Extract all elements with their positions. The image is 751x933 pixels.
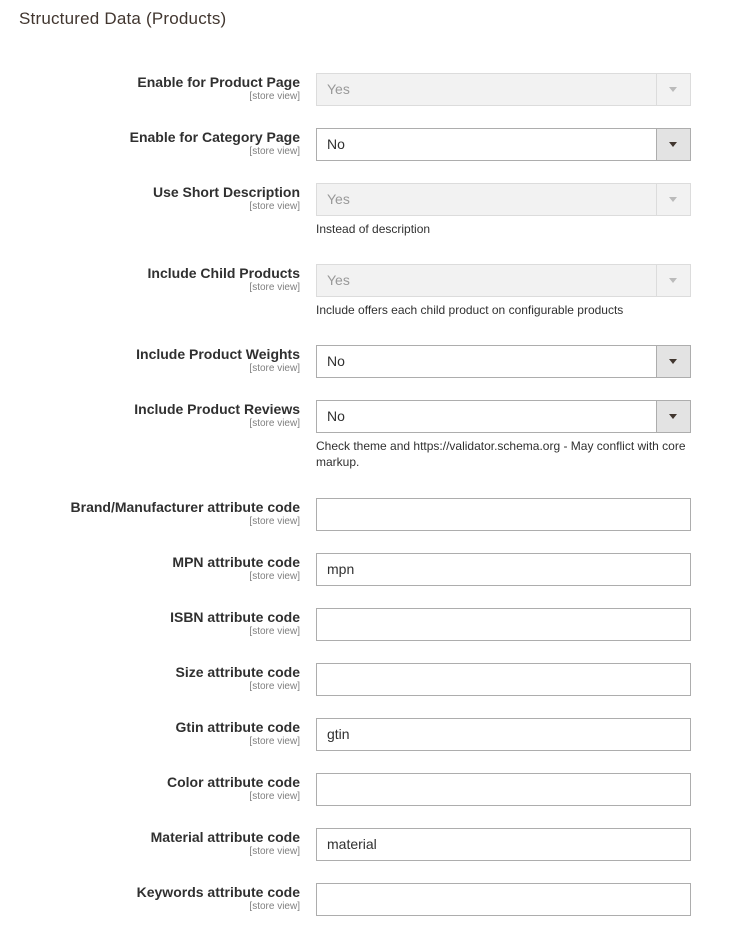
field-label-text: Include Product Reviews bbox=[134, 401, 300, 417]
select-value: Yes bbox=[327, 272, 350, 288]
field-label-text: Material attribute code bbox=[150, 829, 300, 845]
select-value: No bbox=[327, 136, 345, 152]
field-scope: [store view] bbox=[249, 201, 300, 212]
field-scope: [store view] bbox=[249, 516, 300, 527]
input-value: mpn bbox=[327, 561, 355, 577]
field-label-text: Brand/Manufacturer attribute code bbox=[70, 499, 300, 515]
field-scope: [store view] bbox=[249, 146, 300, 157]
field-label bbox=[176, 719, 300, 748]
field-label bbox=[170, 609, 300, 638]
size-attribute-code-input[interactable] bbox=[316, 663, 691, 696]
field-label bbox=[167, 774, 300, 803]
color-attribute-code-input[interactable] bbox=[316, 773, 691, 806]
field-scope: [store view] bbox=[249, 626, 300, 637]
input-value: material bbox=[327, 836, 377, 852]
chevron-down-icon[interactable] bbox=[656, 401, 690, 432]
field-scope: [store view] bbox=[249, 681, 300, 692]
field-label bbox=[136, 346, 300, 375]
field-scope: [store view] bbox=[249, 282, 300, 293]
field-note: Include offers each child product on configurable products bbox=[316, 303, 624, 317]
field-note: Check theme and https://validator.schema.org - May conflict with core markup. bbox=[316, 439, 686, 469]
include-product-weights-select[interactable] bbox=[316, 345, 691, 378]
select-value: Yes bbox=[327, 191, 350, 207]
field-scope: [store view] bbox=[249, 571, 300, 582]
keywords-attribute-code-input[interactable] bbox=[316, 883, 691, 916]
field-label bbox=[137, 884, 300, 913]
field-label bbox=[176, 664, 300, 693]
field-label bbox=[137, 74, 300, 103]
select-value: No bbox=[327, 353, 345, 369]
field-scope: [store view] bbox=[249, 418, 300, 429]
field-note: Instead of description bbox=[316, 222, 431, 236]
field-scope: [store view] bbox=[249, 791, 300, 802]
chevron-down-icon bbox=[656, 265, 690, 296]
chevron-down-icon bbox=[656, 74, 690, 105]
field-label bbox=[153, 184, 300, 213]
field-label-text: Include Child Products bbox=[147, 265, 300, 281]
field-label-text: Include Product Weights bbox=[136, 346, 300, 362]
mpn-attribute-code-input[interactable] bbox=[316, 553, 691, 586]
section-title: Structured Data (Products) bbox=[19, 9, 227, 28]
field-label-text: Size attribute code bbox=[175, 664, 300, 680]
material-attribute-code-input[interactable] bbox=[316, 828, 691, 861]
field-label-text: Gtin attribute code bbox=[175, 719, 300, 735]
field-scope: [store view] bbox=[249, 736, 300, 747]
field-scope: [store view] bbox=[249, 91, 300, 102]
input-value: gtin bbox=[327, 726, 350, 742]
select-value: No bbox=[327, 408, 345, 424]
field-label bbox=[172, 554, 300, 583]
brand-manufacturer-attribute-code-input[interactable] bbox=[316, 498, 691, 531]
field-label-text: Enable for Product Page bbox=[137, 74, 300, 90]
include-child-products-select bbox=[316, 264, 691, 297]
field-label bbox=[134, 401, 300, 430]
field-label-text: ISBN attribute code bbox=[170, 609, 300, 625]
chevron-down-icon[interactable] bbox=[656, 129, 690, 160]
field-scope: [store view] bbox=[249, 901, 300, 912]
select-value: Yes bbox=[327, 81, 350, 97]
field-label bbox=[130, 129, 300, 158]
isbn-attribute-code-input[interactable] bbox=[316, 608, 691, 641]
gtin-attribute-code-input[interactable] bbox=[316, 718, 691, 751]
field-scope: [store view] bbox=[249, 363, 300, 374]
field-label-text: Enable for Category Page bbox=[129, 129, 300, 145]
field-label-text: Use Short Description bbox=[152, 184, 300, 200]
chevron-down-icon[interactable] bbox=[656, 346, 690, 377]
enable-for-category-page-select[interactable] bbox=[316, 128, 691, 161]
field-scope: [store view] bbox=[249, 846, 300, 857]
chevron-down-icon bbox=[656, 184, 690, 215]
field-label bbox=[148, 265, 300, 294]
field-label bbox=[71, 499, 300, 528]
include-product-reviews-select[interactable] bbox=[316, 400, 691, 433]
field-label-text: MPN attribute code bbox=[172, 554, 300, 570]
use-short-description-select bbox=[316, 183, 691, 216]
enable-for-product-page-select bbox=[316, 73, 691, 106]
field-label-text: Keywords attribute code bbox=[136, 884, 300, 900]
field-label bbox=[151, 829, 300, 858]
field-label-text: Color attribute code bbox=[166, 774, 300, 790]
